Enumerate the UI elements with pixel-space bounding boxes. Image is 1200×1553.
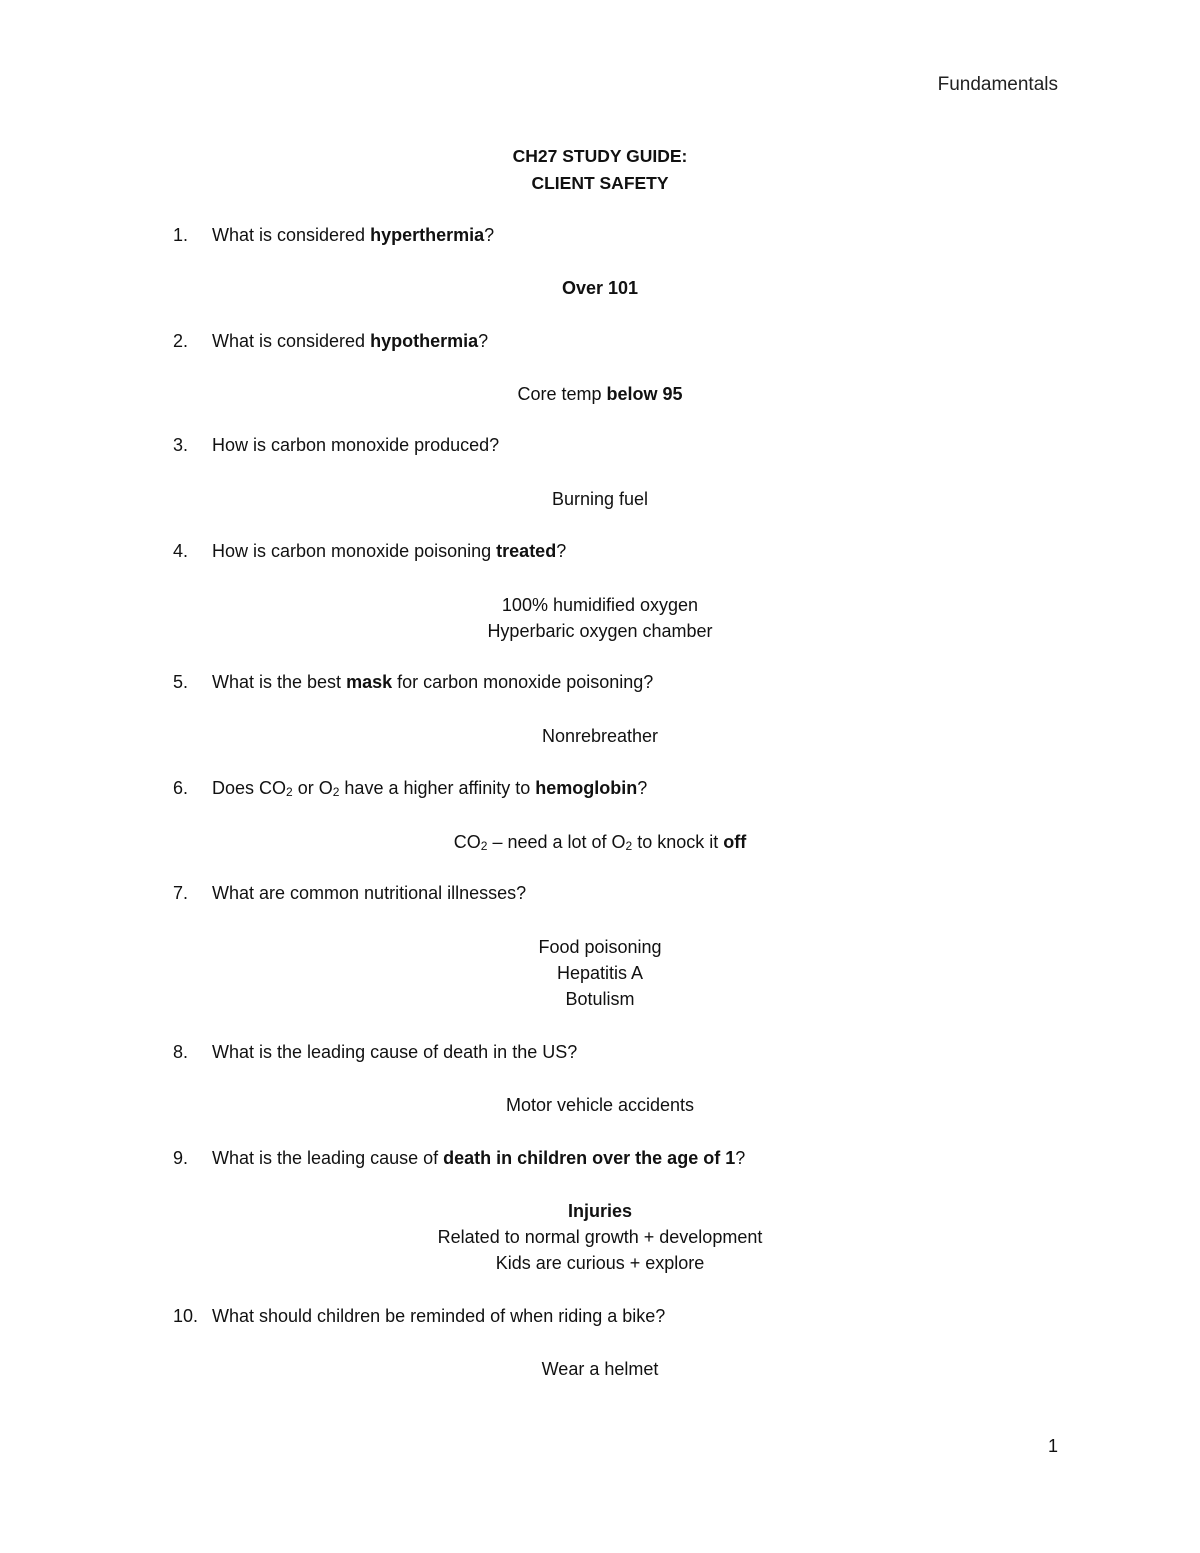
answer-4: 100% humidified oxygen Hyperbaric oxygen chamber bbox=[487, 595, 713, 641]
question-8: 8. What is the leading cause of death in the US? bbox=[173, 1042, 578, 1062]
answer-7: Food poisoning Hepatitis A Botulism bbox=[538, 937, 662, 1009]
question-number: 3. bbox=[173, 435, 189, 455]
question-2: 2. What is considered hypothermia? bbox=[173, 331, 489, 351]
running-header: Fundamentals bbox=[937, 74, 1058, 95]
question-number: 7. bbox=[173, 883, 189, 903]
answer-6: $CO_2$ – need a lot of $O_2$ to knock it off bbox=[453, 832, 747, 853]
question-number: 10. bbox=[173, 1306, 199, 1326]
question-number: 2. bbox=[173, 331, 189, 351]
question-number: 9. bbox=[173, 1148, 189, 1168]
question-3: 3. How is carbon monoxide produced? bbox=[173, 435, 500, 455]
page-number: 1 bbox=[1047, 1436, 1058, 1456]
answer-9: Injuries Related to normal growth + development Kids are curious + explore bbox=[437, 1201, 763, 1273]
question-10: 10. What should children be reminded of when riding a bike? bbox=[173, 1306, 666, 1326]
question-5: 5. What is the best mask for carbon monoxide poisoning? bbox=[173, 672, 654, 692]
answer-3: Burning fuel bbox=[551, 489, 649, 509]
question-number: 5. bbox=[173, 672, 189, 692]
question-number: 4. bbox=[173, 541, 189, 561]
answer-8: Motor vehicle accidents bbox=[505, 1095, 695, 1115]
answer-10: Wear a helmet bbox=[541, 1359, 659, 1379]
answer-2: Core temp below 95 bbox=[517, 384, 683, 404]
question-number: 1. bbox=[173, 225, 189, 245]
question-number: 8. bbox=[173, 1042, 189, 1062]
question-7: 7. What are common nutritional illnesses? bbox=[173, 883, 527, 903]
question-4: 4. How is carbon monoxide poisoning treated? bbox=[173, 541, 567, 561]
question-1: 1. What is considered hyperthermia? bbox=[173, 225, 495, 245]
question-9: 9. What is the leading cause of death in children over the age of 1? bbox=[173, 1148, 746, 1168]
answer-1: Over 101 bbox=[561, 278, 639, 298]
question-6: 6. Does $CO_2$ or $O_2$ have a higher affinity to hemoglobin? bbox=[173, 778, 648, 799]
document-subtitle: CLIENT SAFETY bbox=[531, 173, 669, 193]
question-number: 6. bbox=[173, 778, 189, 798]
answer-5: Nonrebreather bbox=[541, 726, 659, 746]
document-title: CH27 STUDY GUIDE: bbox=[512, 146, 688, 166]
